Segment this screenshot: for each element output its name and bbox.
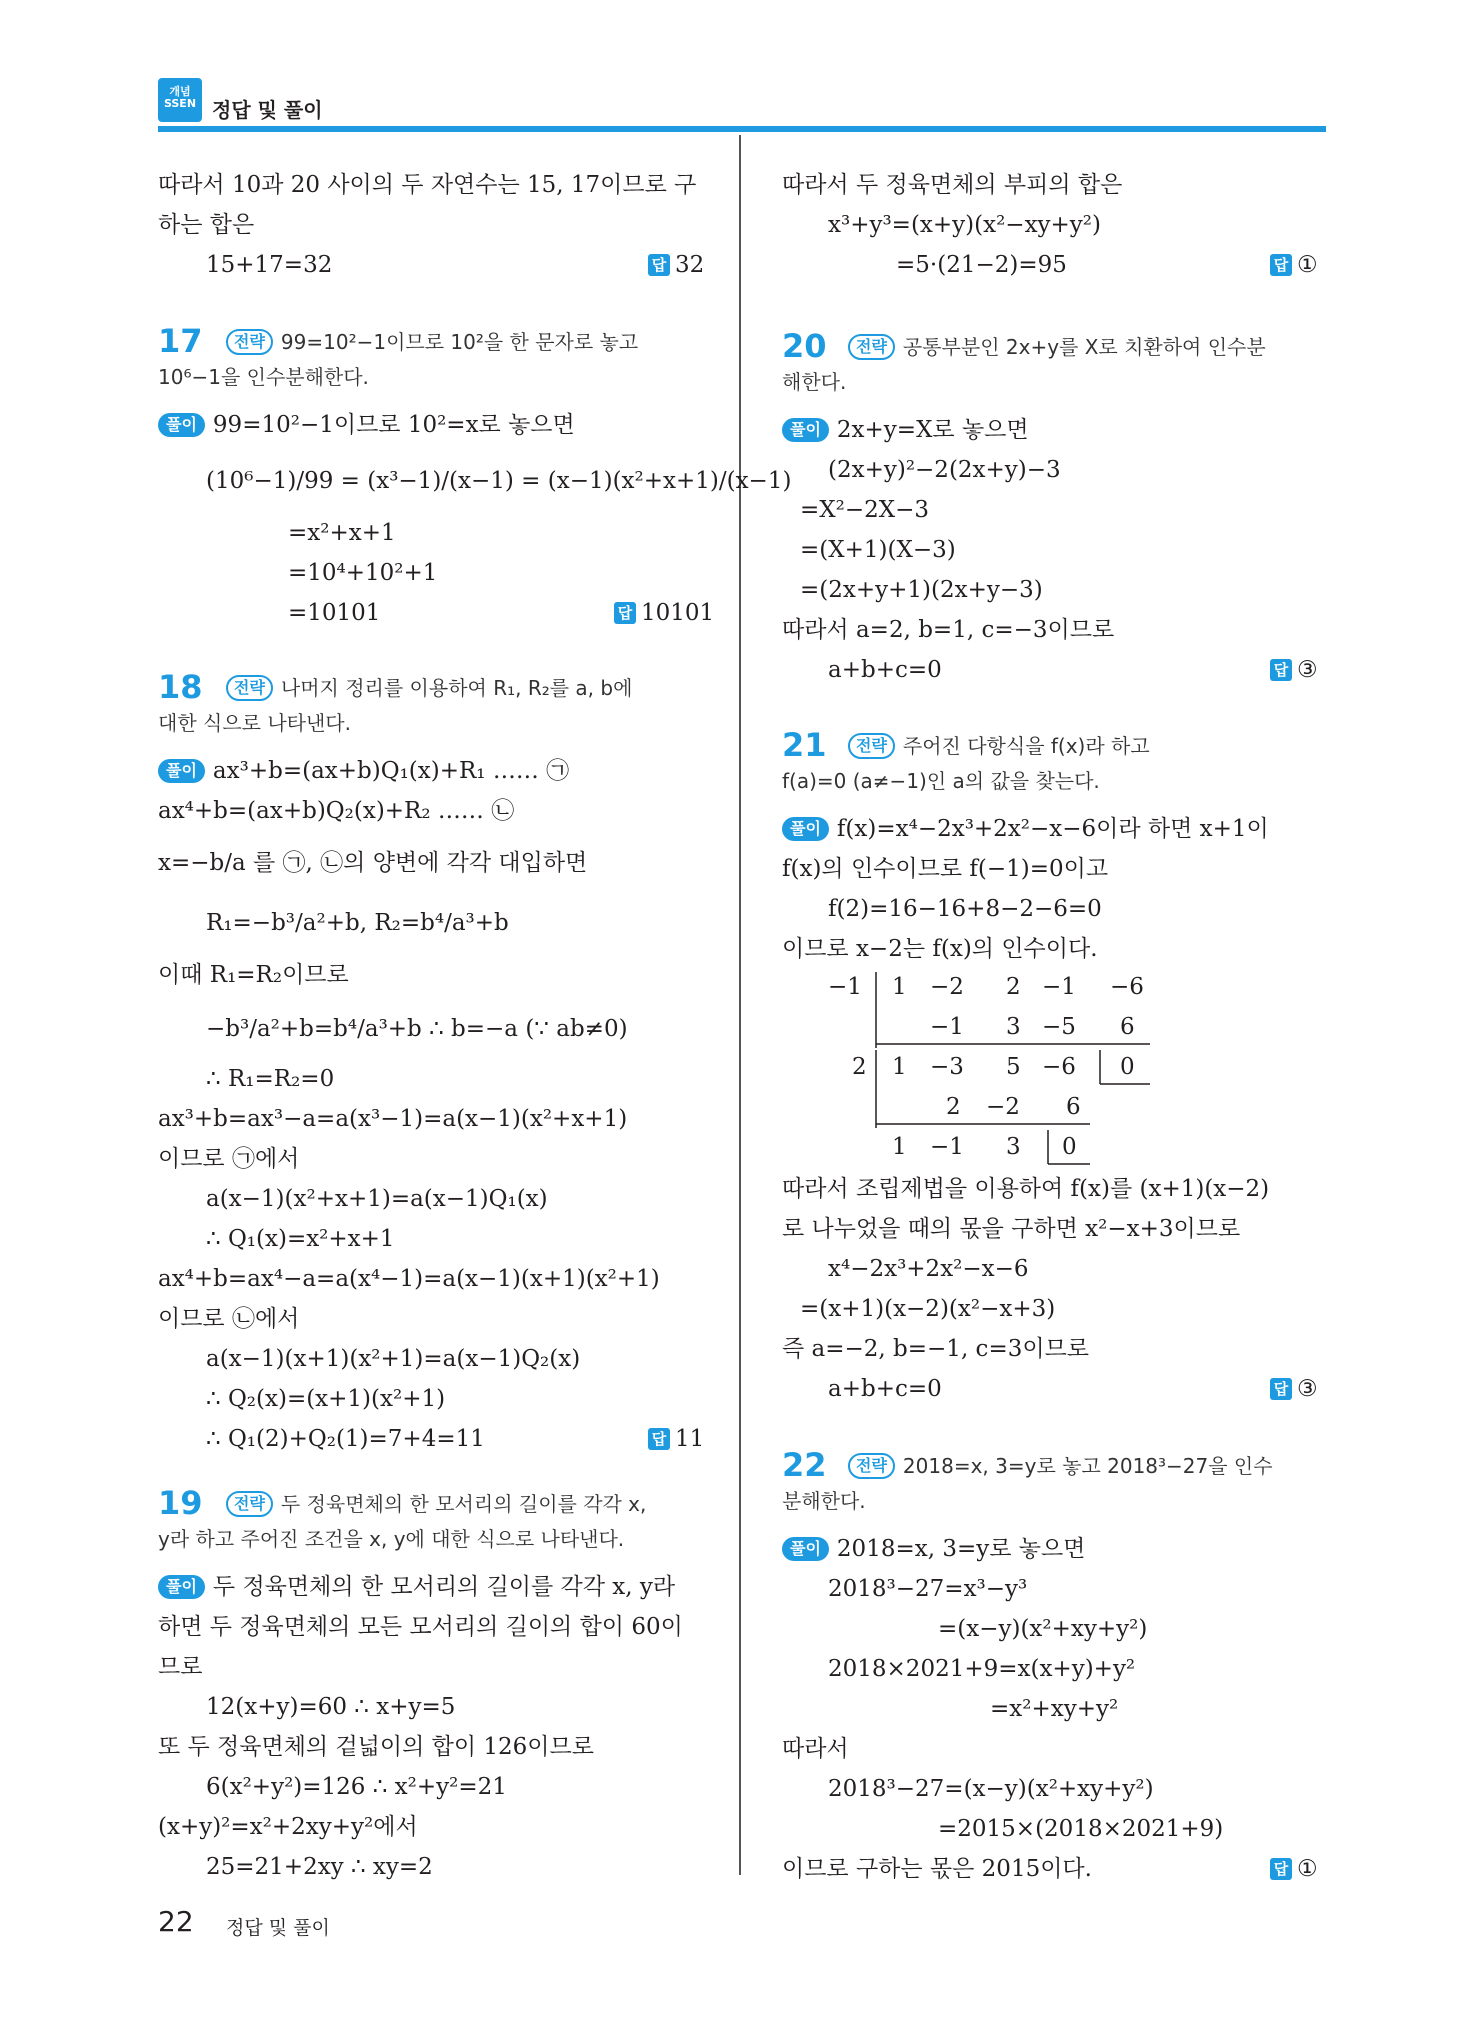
strategy-tag: 전략 bbox=[226, 329, 273, 355]
division-cell: 6 bbox=[1066, 1094, 1081, 1120]
solution-text: 2018=x, 3=y로 놓으면 bbox=[836, 1536, 1086, 1562]
solution-line: (x+y)²=x²+2xy+y²에서 bbox=[158, 1814, 418, 1840]
answer-value: ① bbox=[1297, 252, 1318, 278]
solution-line: 2018³−27=(x−y)(x²+xy+y²) bbox=[828, 1776, 1154, 1802]
intro-line: x³+y³=(x+y)(x²−xy+y²) bbox=[828, 212, 1101, 238]
answer-label: 답 bbox=[648, 254, 670, 276]
solution-text: ax³+b=(ax+b)Q₁(x)+R₁ …… ㉠ bbox=[212, 758, 570, 784]
solution-line: 따라서 bbox=[782, 1736, 849, 1762]
solution-tag: 풀이 bbox=[782, 817, 829, 841]
strategy-text: 두 정육면체의 한 모서리의 길이를 각각 x, bbox=[280, 1492, 647, 1516]
division-cell: −1 bbox=[930, 1014, 964, 1040]
logo-top-text: 개념 bbox=[169, 85, 191, 98]
solution-line: 즉 a=−2, b=−1, c=3이므로 bbox=[782, 1336, 1090, 1362]
strategy-text: 나머지 정리를 이용하여 R₁, R₂를 a, b에 bbox=[280, 676, 633, 700]
footer-label: 정답 및 풀이 bbox=[226, 1917, 330, 1939]
question-number: 18 bbox=[158, 668, 203, 706]
solution-line: 25=21+2xy ∴ xy=2 bbox=[206, 1854, 433, 1880]
solution-line: =10101 bbox=[288, 600, 381, 626]
solution-line: a(x−1)(x+1)(x²+1)=a(x−1)Q₂(x) bbox=[206, 1346, 581, 1372]
solution-line: 이므로 ㉠에서 bbox=[158, 1146, 300, 1172]
strategy-tag: 전략 bbox=[226, 675, 273, 701]
solution-line: 이때 R₁=R₂이므로 bbox=[158, 962, 349, 988]
solution-line: 2018³−27=x³−y³ bbox=[828, 1576, 1028, 1602]
strategy-line bbox=[848, 332, 1266, 362]
solution-line: f(x)의 인수이므로 f(−1)=0이고 bbox=[782, 856, 1109, 882]
intro-line: 따라서 두 정육면체의 부피의 합은 bbox=[782, 172, 1123, 198]
solution-line: x=−b/a 를 ㉠, ㉡의 양변에 각각 대입하면 bbox=[158, 850, 588, 876]
logo-bottom-text: SSEN bbox=[163, 97, 197, 110]
division-cell: 0 bbox=[1120, 1054, 1135, 1080]
intro-line: 15+17=32 bbox=[206, 252, 333, 278]
solution-tag: 풀이 bbox=[158, 759, 205, 783]
question-number: 22 bbox=[782, 1446, 827, 1484]
synthetic-division bbox=[820, 972, 1180, 1172]
division-cell: 5 bbox=[1006, 1054, 1021, 1080]
question-number: 19 bbox=[158, 1484, 203, 1522]
solution-line: R₁=−b³/a²+b, R₂=b⁴/a³+b bbox=[206, 910, 509, 936]
answer bbox=[648, 250, 704, 280]
solution-line: 므로 bbox=[158, 1654, 203, 1680]
division-cell: −6 bbox=[1042, 1054, 1076, 1080]
answer bbox=[1270, 1374, 1318, 1404]
solution-line bbox=[158, 410, 575, 440]
solution-line: =x²+x+1 bbox=[288, 520, 396, 546]
answer bbox=[1270, 1854, 1318, 1884]
strategy-line bbox=[848, 1451, 1273, 1481]
division-cell: −1 bbox=[1042, 974, 1076, 1000]
division-cell: 3 bbox=[1006, 1014, 1021, 1040]
answer-value: 11 bbox=[675, 1426, 705, 1452]
division-cell: 2 bbox=[852, 1054, 867, 1080]
solution-line: ax⁴+b=ax⁴−a=a(x⁴−1)=a(x−1)(x+1)(x²+1) bbox=[158, 1266, 660, 1292]
strategy-line bbox=[226, 1489, 646, 1519]
solution-line: 이므로 x−2는 f(x)의 인수이다. bbox=[782, 936, 1098, 962]
solution-line: 따라서 a=2, b=1, c=−3이므로 bbox=[782, 617, 1115, 643]
solution-line: 로 나누었을 때의 몫을 구하면 x²−x+3이므로 bbox=[782, 1216, 1241, 1242]
solution-line: f(2)=16−16+8−2−6=0 bbox=[828, 896, 1102, 922]
answer-label: 답 bbox=[1270, 1858, 1292, 1880]
answer bbox=[1270, 655, 1318, 685]
division-cell: −1 bbox=[930, 1134, 964, 1160]
solution-line: x⁴−2x³+2x²−x−6 bbox=[828, 1256, 1029, 1282]
page-number: 22 bbox=[158, 1905, 194, 1938]
answer-value: ③ bbox=[1297, 657, 1318, 683]
strategy-line bbox=[226, 673, 632, 703]
solution-line: =x²+xy+y² bbox=[990, 1696, 1119, 1722]
division-cell: 0 bbox=[1062, 1134, 1077, 1160]
solution-line bbox=[158, 1572, 675, 1602]
division-cell: 2 bbox=[1006, 974, 1021, 1000]
answer bbox=[648, 1424, 704, 1454]
solution-line: 6(x²+y²)=126 ∴ x²+y²=21 bbox=[206, 1774, 507, 1800]
strategy-text: 공통부분인 2x+y를 X로 치환하여 인수분 bbox=[902, 335, 1266, 359]
column-divider bbox=[739, 135, 741, 1875]
solution-line: −b³/a²+b=b⁴/a³+b ∴ b=−a (∵ ab≠0) bbox=[206, 1016, 628, 1042]
strategy-text: 주어진 다항식을 f(x)라 하고 bbox=[902, 734, 1150, 758]
intro-line: 하는 합은 bbox=[158, 212, 255, 238]
strategy-line: 대한 식으로 나타낸다. bbox=[158, 711, 351, 735]
division-cell: −5 bbox=[1042, 1014, 1076, 1040]
intro-line: 따라서 10과 20 사이의 두 자연수는 15, 17이므로 구 bbox=[158, 172, 697, 198]
strategy-line bbox=[226, 327, 638, 357]
solution-line: ∴ R₁=R₂=0 bbox=[206, 1066, 335, 1092]
answer-label: 답 bbox=[614, 602, 636, 624]
solution-line: 하면 두 정육면체의 모든 모서리의 길이의 합이 60이 bbox=[158, 1614, 683, 1640]
solution-text: 99=10²−1이므로 10²=x로 놓으면 bbox=[212, 412, 575, 438]
solution-line: ∴ Q₂(x)=(x+1)(x²+1) bbox=[206, 1386, 446, 1412]
solution-line: ∴ Q₁(2)+Q₂(1)=7+4=11 bbox=[206, 1426, 485, 1452]
solution-tag: 풀이 bbox=[158, 1575, 205, 1599]
solution-line bbox=[782, 814, 1269, 844]
answer-label: 답 bbox=[648, 1428, 670, 1450]
solution-tag: 풀이 bbox=[782, 1537, 829, 1561]
solution-line: (2x+y)²−2(2x+y)−3 bbox=[828, 457, 1061, 483]
solution-line: a(x−1)(x²+x+1)=a(x−1)Q₁(x) bbox=[206, 1186, 548, 1212]
solution-text: f(x)=x⁴−2x³+2x²−x−6이라 하면 x+1이 bbox=[836, 816, 1269, 842]
solution-line: (10⁶−1)/99 = (x³−1)/(x−1) = (x−1)(x²+x+1)/(x−1) bbox=[206, 468, 792, 494]
solution-line: a+b+c=0 bbox=[828, 657, 942, 683]
strategy-line: 해한다. bbox=[782, 370, 847, 394]
solution-line: 또 두 정육면체의 겉넓이의 합이 126이므로 bbox=[158, 1734, 594, 1760]
solution-line: ∴ Q₁(x)=x²+x+1 bbox=[206, 1226, 395, 1252]
page-header bbox=[158, 78, 1326, 132]
answer bbox=[1270, 250, 1318, 280]
strategy-tag: 전략 bbox=[848, 733, 895, 759]
strategy-tag: 전략 bbox=[848, 1453, 895, 1479]
answer-value: ① bbox=[1297, 1856, 1318, 1882]
solution-line bbox=[158, 756, 569, 786]
intro-line: =5·(21−2)=95 bbox=[896, 252, 1067, 278]
division-cell: −6 bbox=[1110, 974, 1144, 1000]
division-cell: 2 bbox=[946, 1094, 961, 1120]
answer-label: 답 bbox=[1270, 659, 1292, 681]
solution-line: ax⁴+b=(ax+b)Q₂(x)+R₂ …… ㉡ bbox=[158, 798, 515, 824]
solution-line: =(X+1)(X−3) bbox=[800, 537, 956, 563]
solution-text: 2x+y=X로 놓으면 bbox=[836, 417, 1029, 443]
solution-text: 두 정육면체의 한 모서리의 길이를 각각 x, y라 bbox=[212, 1574, 676, 1600]
solution-line: =X²−2X−3 bbox=[800, 497, 930, 523]
division-cell: 1 bbox=[892, 974, 907, 1000]
solution-line: 이므로 ㉡에서 bbox=[158, 1306, 300, 1332]
header-title: 정답 및 풀이 bbox=[212, 98, 323, 122]
question-number: 20 bbox=[782, 327, 827, 365]
answer-value: 32 bbox=[675, 252, 705, 278]
division-cell: −2 bbox=[986, 1094, 1020, 1120]
division-cell: 1 bbox=[892, 1054, 907, 1080]
solution-line bbox=[782, 415, 1029, 445]
division-cell: 3 bbox=[1006, 1134, 1021, 1160]
solution-line: =2015×(2018×2021+9) bbox=[938, 1816, 1224, 1842]
solution-line: 따라서 조립제법을 이용하여 f(x)를 (x+1)(x−2) bbox=[782, 1176, 1270, 1202]
solution-line: a+b+c=0 bbox=[828, 1376, 942, 1402]
strategy-line bbox=[848, 731, 1150, 761]
answer-label: 답 bbox=[1270, 1378, 1292, 1400]
division-cell: −2 bbox=[930, 974, 964, 1000]
solution-line: 이므로 구하는 몫은 2015이다. bbox=[782, 1856, 1092, 1882]
solution-line: =(x−y)(x²+xy+y²) bbox=[938, 1616, 1148, 1642]
strategy-text: 99=10²−1이므로 10²을 한 문자로 놓고 bbox=[280, 330, 639, 354]
strategy-line: y라 하고 주어진 조건을 x, y에 대한 식으로 나타낸다. bbox=[158, 1527, 625, 1551]
solution-line bbox=[782, 1534, 1085, 1564]
division-cell: 1 bbox=[892, 1134, 907, 1160]
question-number: 21 bbox=[782, 726, 827, 764]
answer-label: 답 bbox=[1270, 254, 1292, 276]
answer bbox=[614, 598, 714, 628]
solution-tag: 풀이 bbox=[158, 413, 205, 437]
solution-line: =(x+1)(x−2)(x²−x+3) bbox=[800, 1296, 1056, 1322]
answer-value: 10101 bbox=[641, 600, 715, 626]
question-number: 17 bbox=[158, 322, 203, 360]
solution-line: ax³+b=ax³−a=a(x³−1)=a(x−1)(x²+x+1) bbox=[158, 1106, 628, 1132]
strategy-tag: 전략 bbox=[848, 334, 895, 360]
strategy-line: f(a)=0 (a≠−1)인 a의 값을 찾는다. bbox=[782, 769, 1100, 793]
header-rule bbox=[158, 126, 1326, 132]
solution-line: 12(x+y)=60 ∴ x+y=5 bbox=[206, 1694, 456, 1720]
solution-tag: 풀이 bbox=[782, 418, 829, 442]
division-cell: −3 bbox=[930, 1054, 964, 1080]
brand-logo bbox=[158, 78, 202, 122]
solution-line: 2018×2021+9=x(x+y)+y² bbox=[828, 1656, 1136, 1682]
strategy-tag: 전략 bbox=[226, 1491, 273, 1517]
solution-line: =10⁴+10²+1 bbox=[288, 560, 438, 586]
division-cell: 6 bbox=[1120, 1014, 1135, 1040]
division-cell: −1 bbox=[828, 974, 862, 1000]
strategy-line: 10⁶−1을 인수분해한다. bbox=[158, 365, 369, 389]
answer-value: ③ bbox=[1297, 1376, 1318, 1402]
strategy-line: 분해한다. bbox=[782, 1489, 866, 1513]
strategy-text: 2018=x, 3=y로 놓고 2018³−27을 인수 bbox=[902, 1454, 1273, 1478]
solution-line: =(2x+y+1)(2x+y−3) bbox=[800, 577, 1043, 603]
